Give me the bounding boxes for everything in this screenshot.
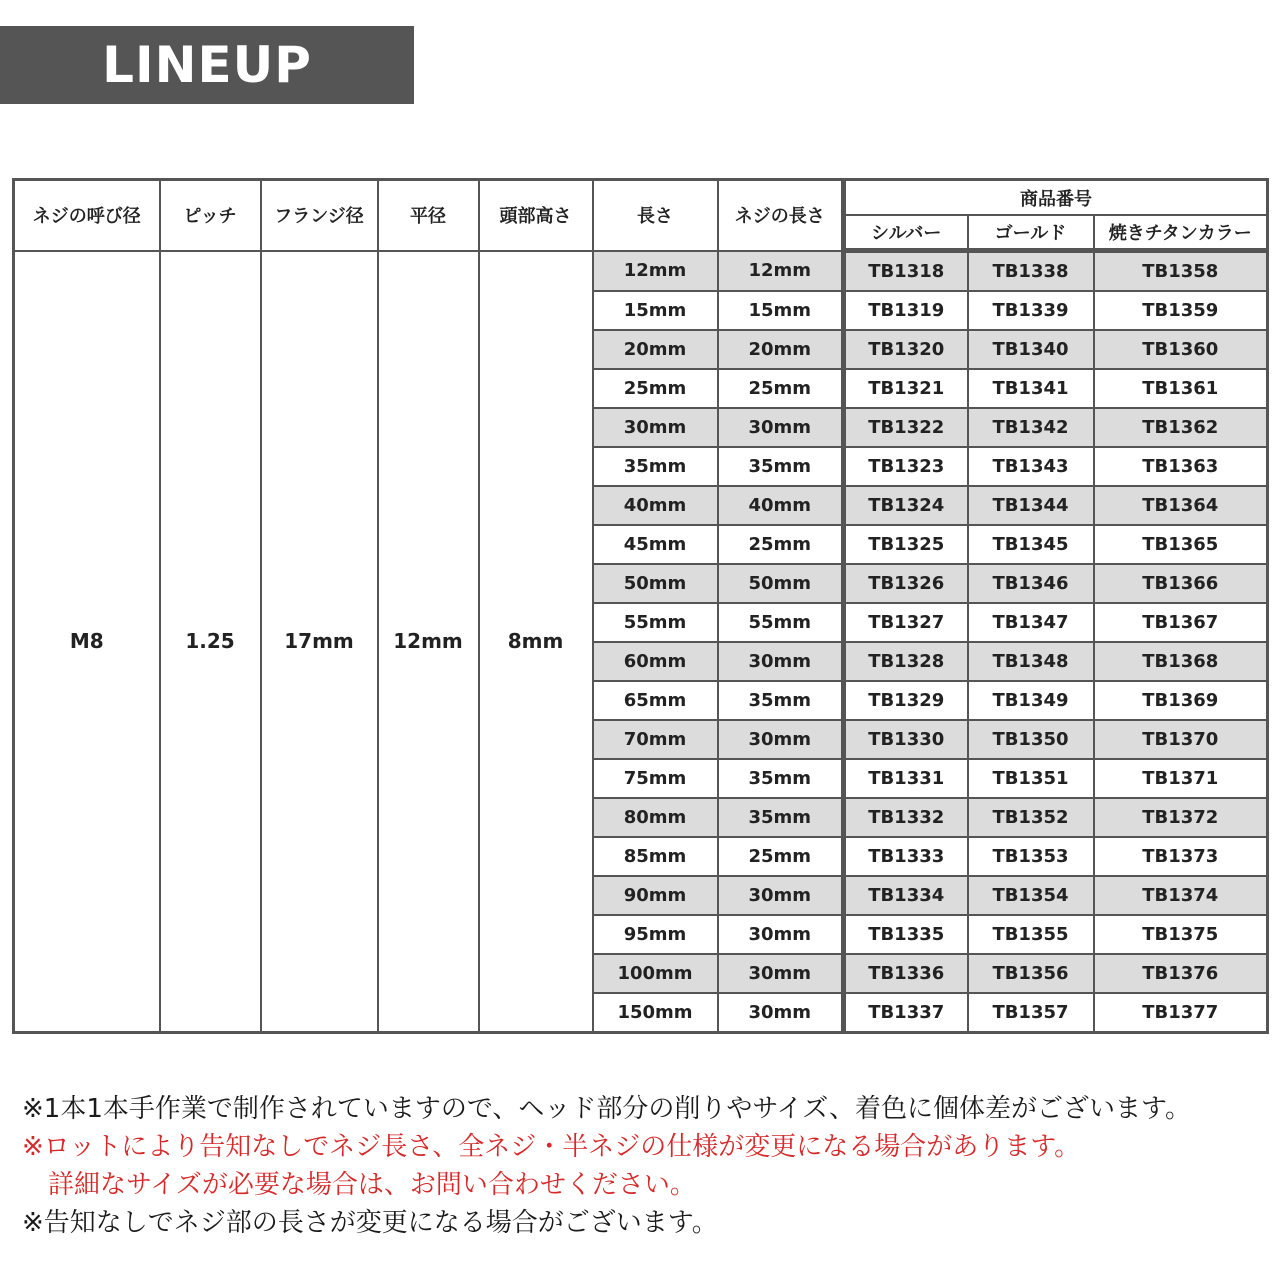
cell-length: 70mm: [593, 720, 718, 759]
cell-burnt-titanium: TB1362: [1094, 408, 1268, 447]
cell-thread-length: 40mm: [718, 486, 844, 525]
cell-gold: TB1347: [968, 603, 1094, 642]
cell-burnt-titanium: TB1368: [1094, 642, 1268, 681]
cell-thread-length: 25mm: [718, 525, 844, 564]
cell-silver: TB1337: [844, 993, 968, 1033]
header-pitch: ピッチ: [160, 180, 261, 251]
spec-pitch: 1.25: [160, 251, 261, 1033]
cell-burnt-titanium: TB1374: [1094, 876, 1268, 915]
spec-flange-diameter: 17mm: [261, 251, 378, 1033]
cell-gold: TB1351: [968, 759, 1094, 798]
cell-length: 40mm: [593, 486, 718, 525]
cell-length: 20mm: [593, 330, 718, 369]
cell-length: 12mm: [593, 251, 718, 292]
cell-gold: TB1357: [968, 993, 1094, 1033]
header-product-number: 商品番号: [844, 180, 1268, 216]
cell-length: 75mm: [593, 759, 718, 798]
cell-length: 45mm: [593, 525, 718, 564]
cell-thread-length: 12mm: [718, 251, 844, 292]
cell-burnt-titanium: TB1363: [1094, 447, 1268, 486]
cell-gold: TB1344: [968, 486, 1094, 525]
cell-burnt-titanium: TB1359: [1094, 291, 1268, 330]
cell-silver: TB1329: [844, 681, 968, 720]
header-nominal-diameter: ネジの呼び径: [14, 180, 160, 251]
cell-length: 55mm: [593, 603, 718, 642]
cell-thread-length: 25mm: [718, 837, 844, 876]
cell-thread-length: 30mm: [718, 915, 844, 954]
cell-gold: TB1348: [968, 642, 1094, 681]
cell-burnt-titanium: TB1371: [1094, 759, 1268, 798]
cell-silver: TB1335: [844, 915, 968, 954]
cell-silver: TB1327: [844, 603, 968, 642]
cell-burnt-titanium: TB1365: [1094, 525, 1268, 564]
cell-burnt-titanium: TB1375: [1094, 915, 1268, 954]
table-body: [14, 251, 1268, 1033]
cell-silver: TB1319: [844, 291, 968, 330]
cell-length: 35mm: [593, 447, 718, 486]
cell-length: 100mm: [593, 954, 718, 993]
cell-silver: TB1334: [844, 876, 968, 915]
cell-burnt-titanium: TB1361: [1094, 369, 1268, 408]
cell-silver: TB1321: [844, 369, 968, 408]
spec-head-height: 8mm: [479, 251, 593, 1033]
cell-gold: TB1343: [968, 447, 1094, 486]
header-gold: ゴールド: [968, 215, 1094, 251]
cell-burnt-titanium: TB1366: [1094, 564, 1268, 603]
cell-gold: TB1354: [968, 876, 1094, 915]
cell-burnt-titanium: TB1364: [1094, 486, 1268, 525]
cell-silver: TB1323: [844, 447, 968, 486]
note-thread-length-change: ※告知なしでネジ部の長さが変更になる場合がございます。: [22, 1208, 718, 1238]
cell-length: 65mm: [593, 681, 718, 720]
cell-gold: TB1352: [968, 798, 1094, 837]
header-silver: シルバー: [844, 215, 968, 251]
cell-length: 15mm: [593, 291, 718, 330]
cell-gold: TB1341: [968, 369, 1094, 408]
cell-length: 150mm: [593, 993, 718, 1033]
cell-gold: TB1345: [968, 525, 1094, 564]
cell-thread-length: 50mm: [718, 564, 844, 603]
cell-silver: TB1336: [844, 954, 968, 993]
cell-silver: TB1324: [844, 486, 968, 525]
cell-silver: TB1326: [844, 564, 968, 603]
cell-gold: TB1338: [968, 251, 1094, 292]
note-contact: 詳細なサイズが必要な場合は、お問い合わせください。: [48, 1170, 696, 1200]
cell-gold: TB1346: [968, 564, 1094, 603]
cell-thread-length: 20mm: [718, 330, 844, 369]
cell-silver: TB1332: [844, 798, 968, 837]
cell-thread-length: 15mm: [718, 291, 844, 330]
cell-silver: TB1325: [844, 525, 968, 564]
cell-thread-length: 30mm: [718, 408, 844, 447]
lineup-title: LINEUP: [102, 36, 312, 94]
cell-length: 80mm: [593, 798, 718, 837]
notes-block: [22, 1090, 1272, 1242]
cell-thread-length: 30mm: [718, 642, 844, 681]
cell-silver: TB1331: [844, 759, 968, 798]
cell-gold: TB1342: [968, 408, 1094, 447]
cell-length: 25mm: [593, 369, 718, 408]
cell-thread-length: 30mm: [718, 720, 844, 759]
cell-gold: TB1353: [968, 837, 1094, 876]
spec-flat-diameter: 12mm: [378, 251, 479, 1033]
cell-gold: TB1355: [968, 915, 1094, 954]
header-length: 長さ: [593, 180, 718, 251]
lineup-banner: [0, 26, 414, 104]
cell-thread-length: 30mm: [718, 954, 844, 993]
cell-length: 60mm: [593, 642, 718, 681]
header-burnt-titanium: 焼きチタンカラー: [1094, 215, 1268, 251]
cell-gold: TB1350: [968, 720, 1094, 759]
cell-thread-length: 30mm: [718, 876, 844, 915]
header-head-height: 頭部高さ: [479, 180, 593, 251]
cell-gold: TB1349: [968, 681, 1094, 720]
table-row: [14, 251, 1268, 292]
cell-thread-length: 35mm: [718, 681, 844, 720]
cell-length: 90mm: [593, 876, 718, 915]
cell-burnt-titanium: TB1358: [1094, 251, 1268, 292]
cell-length: 30mm: [593, 408, 718, 447]
cell-burnt-titanium: TB1369: [1094, 681, 1268, 720]
cell-silver: TB1322: [844, 408, 968, 447]
cell-silver: TB1318: [844, 251, 968, 292]
cell-gold: TB1356: [968, 954, 1094, 993]
cell-thread-length: 25mm: [718, 369, 844, 408]
cell-thread-length: 55mm: [718, 603, 844, 642]
cell-burnt-titanium: TB1373: [1094, 837, 1268, 876]
cell-burnt-titanium: TB1376: [1094, 954, 1268, 993]
cell-silver: TB1333: [844, 837, 968, 876]
cell-silver: TB1330: [844, 720, 968, 759]
cell-length: 95mm: [593, 915, 718, 954]
cell-gold: TB1340: [968, 330, 1094, 369]
note-lot-warning: ※ロットにより告知なしでネジ長さ、全ネジ・半ネジの仕様が変更になる場合があります。: [22, 1132, 1081, 1162]
cell-burnt-titanium: TB1367: [1094, 603, 1268, 642]
cell-burnt-titanium: TB1370: [1094, 720, 1268, 759]
lineup-table: [12, 178, 1269, 1034]
cell-thread-length: 35mm: [718, 759, 844, 798]
cell-burnt-titanium: TB1377: [1094, 993, 1268, 1033]
note-handmade: ※1本1本手作業で制作されていますので、ヘッド部分の削りやサイズ、着色に個体差がございます。: [22, 1094, 1191, 1124]
header-flat-diameter: 平径: [378, 180, 479, 251]
cell-silver: TB1320: [844, 330, 968, 369]
cell-thread-length: 35mm: [718, 447, 844, 486]
cell-thread-length: 35mm: [718, 798, 844, 837]
spec-nominal-diameter: M8: [14, 251, 160, 1033]
cell-length: 50mm: [593, 564, 718, 603]
cell-silver: TB1328: [844, 642, 968, 681]
cell-thread-length: 30mm: [718, 993, 844, 1033]
cell-burnt-titanium: TB1360: [1094, 330, 1268, 369]
cell-gold: TB1339: [968, 291, 1094, 330]
cell-burnt-titanium: TB1372: [1094, 798, 1268, 837]
cell-length: 85mm: [593, 837, 718, 876]
header-flange-diameter: フランジ径: [261, 180, 378, 251]
header-thread-length: ネジの長さ: [718, 180, 844, 251]
